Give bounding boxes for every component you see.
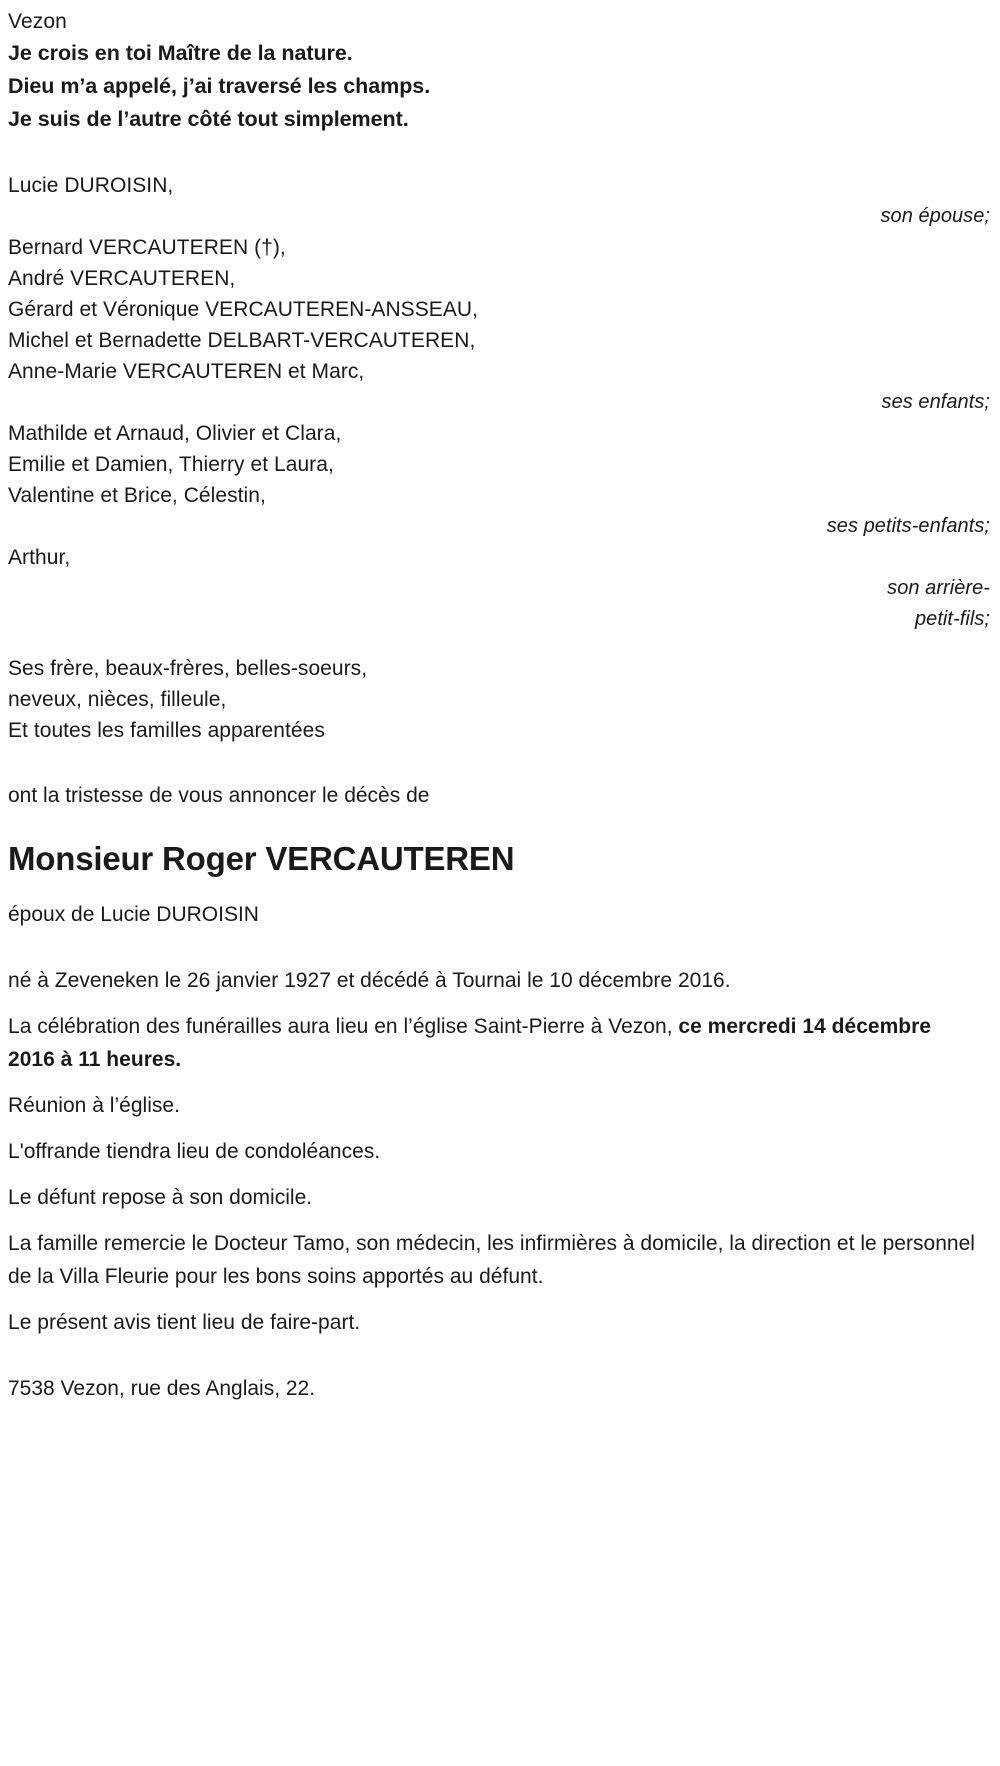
name-line: Michel et Bernadette DELBART-VERCAUTEREN, [8,329,476,352]
spacer [8,811,990,837]
name-line: André VERCAUTEREN, [8,267,236,290]
funeral-paragraph [8,1010,980,1076]
thanks-paragraph: La famille remercie le Docteur Tamo, son médecin, les infirmières à domicile, la direction et le personnel de la Villa Fleurie pour les bons soins apportés au défunt. [8,1232,975,1288]
note-paragraph: Le présent avis tient lieu de faire-part. [8,1311,361,1334]
spacer [8,635,990,653]
funeral-emphasis-text: ce mercredi 14 décembre 2016 à 11 heures. [8,1015,932,1071]
relation-line: son épouse; [880,205,990,227]
spouse-of-line: époux de Lucie DUROISIN [8,903,259,926]
address-line: 7538 Vezon, rue des Anglais, 22. [8,1377,316,1400]
relation-label-grandchildren [8,511,990,542]
name-line: Lucie DUROISIN, [8,174,174,197]
spacer [8,881,990,899]
verse-line-3: Je suis de l’autre côté tout simplement. [8,107,409,131]
relatives-line: Et toutes les familles apparentées [8,719,325,742]
name-line: Emilie et Damien, Thierry et Laura, [8,453,334,476]
announcement-line: ont la tristesse de vous annoncer le décès de [8,784,430,807]
name-line: Anne-Marie VERCAUTEREN et Marc, [8,360,365,383]
family-names [8,232,990,387]
spacer [8,746,990,780]
family-names [8,542,990,573]
relation-line: ses enfants; [881,391,990,413]
extended-relatives [8,653,990,746]
family-group-children [8,232,990,418]
locality-line: Vezon [8,10,67,33]
name-line: Bernard VERCAUTEREN (†), [8,236,286,259]
verse-block [8,37,990,136]
spacer [8,136,990,170]
family-names [8,418,990,511]
relation-label-children [8,387,990,418]
note-paragraph: Le défunt repose à son domicile. [8,1186,313,1209]
note-paragraph: L'offrande tiendra lieu de condoléances. [8,1140,381,1163]
family-group-spouse [8,170,990,232]
relatives-line: Ses frère, beaux-frères, belles-soeurs, [8,657,368,680]
relation-line: ses petits-enfants; [826,515,990,537]
spacer [8,930,990,964]
funeral-lead-text: La célébration des funérailles aura lieu en l’église Saint-Pierre à Vezon, [8,1015,679,1038]
relation-label-spouse [8,201,990,232]
relatives-line: neveux, nièces, filleule, [8,688,227,711]
family-group-great-grandson [8,542,990,635]
relation-label-great-grandson [8,573,990,635]
name-line: Valentine et Brice, Célestin, [8,484,266,507]
name-line: Arthur, [8,546,71,569]
note-paragraph: Réunion à l’église. [8,1094,180,1117]
verse-line-2: Dieu m’a appelé, j’ai traversé les champs. [8,74,431,98]
spacer [8,1339,990,1373]
verse-line-1: Je crois en toi Maître de la nature. [8,41,353,65]
birth-death-paragraph: né à Zeveneken le 26 janvier 1927 et décédé à Tournai le 10 décembre 2016. [8,969,731,992]
name-line: Mathilde et Arnaud, Olivier et Clara, [8,422,342,445]
relation-line: son arrière- [887,577,990,599]
family-names [8,170,990,201]
relation-line: petit-fils; [914,608,990,630]
name-line: Gérard et Véronique VERCAUTEREN-ANSSEAU, [8,298,478,321]
family-group-grandchildren [8,418,990,542]
deceased-name: Monsieur Roger VERCAUTEREN [8,840,515,877]
